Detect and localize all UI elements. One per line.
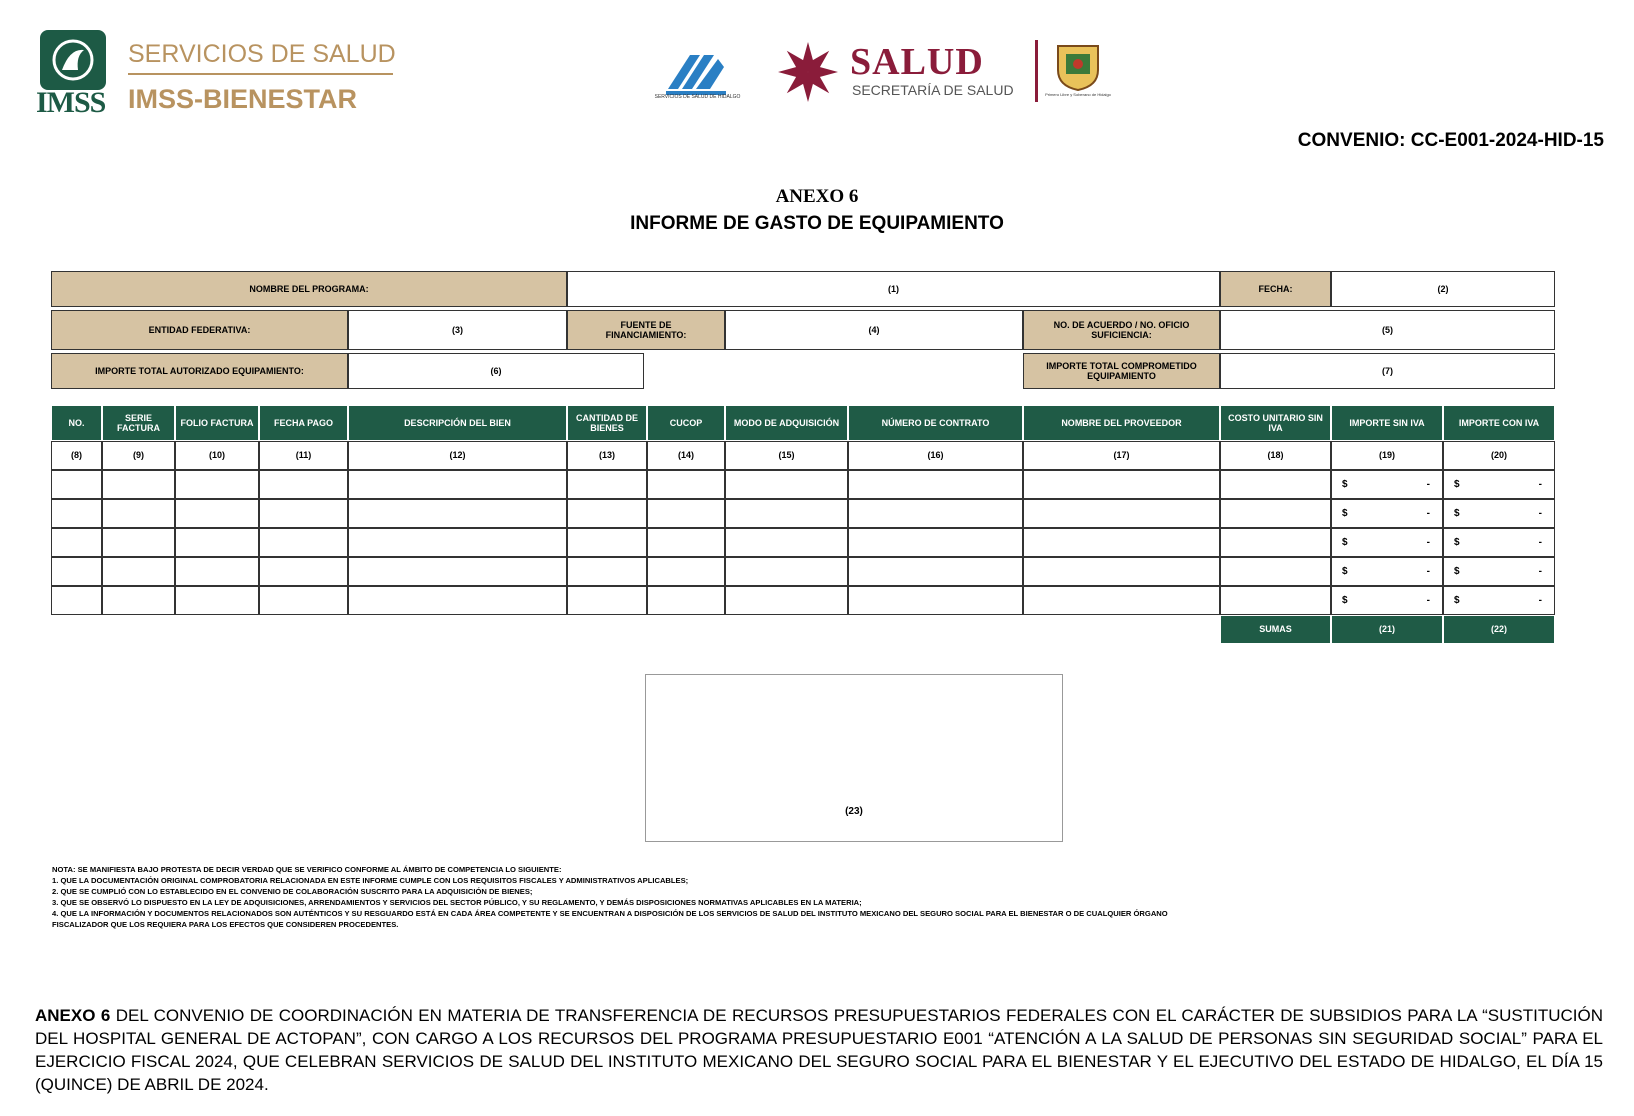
amount-value: - — [1426, 478, 1430, 490]
signature-label: (23) — [845, 806, 863, 817]
table-data-cell[interactable] — [259, 586, 348, 615]
ssh-caption: SERVICIOS DE SALUD DE HIDALGO — [654, 94, 741, 100]
table-header-cell: DESCRIPCIÓN DEL BIEN — [348, 405, 567, 441]
table-data-cell[interactable] — [1220, 499, 1331, 528]
table-code-cell: (10) — [175, 441, 259, 470]
currency-symbol: $ — [1342, 565, 1348, 577]
table-header-cell: SERIE FACTURA — [102, 405, 175, 441]
footer-bold-lead: ANEXO 6 — [35, 1006, 111, 1025]
table-data-cell[interactable] — [1023, 528, 1220, 557]
table-header-cell: NÚMERO DE CONTRATO — [848, 405, 1023, 441]
note-line: 4. QUE LA INFORMACIÓN Y DOCUMENTOS RELACIONADOS SON AUTÉNTICOS Y SU RESGUARDO ESTÁ EN CADA ÁREA COMPETENTE Y SE ENCUENTRAN A DISPOSICIÓN DE LOS SERVICIOS DE SALUD DEL INSTITUTO MEXICANO DEL SEGURO SOCIAL PARA EL BIENESTAR O DE CUALQUIER ÓRGANO — [52, 909, 1168, 918]
importe-sin-iva-cell[interactable] — [1331, 499, 1443, 528]
entidad-field[interactable]: (3) — [348, 310, 567, 350]
amount-value: - — [1426, 594, 1430, 606]
fuente-field[interactable]: (4) — [725, 310, 1023, 350]
table-header-cell: CUCOP — [647, 405, 725, 441]
table-code-cell: (16) — [848, 441, 1023, 470]
table-data-cell[interactable] — [647, 470, 725, 499]
nombre-programa-label: NOMBRE DEL PROGRAMA: — [51, 271, 567, 307]
table-header-cell: IMPORTE SIN IVA — [1331, 405, 1443, 441]
table-data-cell[interactable] — [259, 528, 348, 557]
table-data-cell[interactable] — [1220, 470, 1331, 499]
shield-caption: Primero Libre y Soberano de Hidalgo — [1045, 92, 1111, 97]
table-header-cell: FOLIO FACTURA — [175, 405, 259, 441]
table-data-cell[interactable] — [259, 557, 348, 586]
table-data-cell[interactable] — [647, 557, 725, 586]
table-data-cell[interactable] — [348, 470, 567, 499]
table-data-cell[interactable] — [51, 557, 102, 586]
salud-subtitle: SECRETARÍA DE SALUD — [852, 82, 1014, 98]
informe-title: INFORME DE GASTO DE EQUIPAMIENTO — [630, 213, 1004, 234]
table-data-cell[interactable] — [348, 557, 567, 586]
brand-line-2: IMSS-BIENESTAR — [128, 84, 358, 114]
table-header-cell: NOMBRE DEL PROVEEDOR — [1023, 405, 1220, 441]
notes-block — [52, 864, 1552, 930]
importe-con-iva-cell[interactable] — [1443, 499, 1555, 528]
note-line: FISCALIZADOR QUE LOS REQUIERA PARA LOS EFECTOS QUE CONSIDEREN PROCEDENTES. — [52, 920, 399, 929]
amount-value: - — [1426, 536, 1430, 548]
acuerdo-label: NO. DE ACUERDO / NO. OFICIO SUFICIENCIA: — [1023, 310, 1220, 350]
fuente-label: FUENTE DE FINANCIAMIENTO: — [567, 310, 725, 350]
imss-eagle-icon — [40, 30, 106, 90]
table-data-cell[interactable] — [1023, 470, 1220, 499]
amount-value: - — [1538, 565, 1542, 577]
table-header-cell: CANTIDAD DE BIENES — [567, 405, 647, 441]
table-header-cell: IMPORTE CON IVA — [1443, 405, 1555, 441]
importe-con-iva-cell[interactable] — [1443, 528, 1555, 557]
currency-symbol: $ — [1342, 478, 1348, 490]
importe-sin-iva-cell[interactable] — [1331, 557, 1443, 586]
fecha-label: FECHA: — [1220, 271, 1331, 307]
brand-line-1: SERVICIOS DE SALUD — [128, 40, 396, 68]
amount-value: - — [1538, 507, 1542, 519]
importe-comprometido-label: IMPORTE TOTAL COMPROMETIDO EQUIPAMIENTO — [1023, 353, 1220, 389]
table-data-cell[interactable] — [1220, 557, 1331, 586]
table-data-cell[interactable] — [51, 470, 102, 499]
table-data-cell[interactable] — [175, 557, 259, 586]
table-data-cell[interactable] — [1220, 586, 1331, 615]
table-data-cell[interactable] — [102, 499, 175, 528]
table-data-cell[interactable] — [51, 586, 102, 615]
table-data-cell[interactable] — [848, 528, 1023, 557]
table-data-cell[interactable] — [175, 499, 259, 528]
table-data-cell[interactable] — [725, 470, 848, 499]
fecha-field[interactable]: (2) — [1331, 271, 1555, 307]
table-data-cell[interactable] — [848, 470, 1023, 499]
header-divider — [1035, 40, 1038, 102]
table-data-cell[interactable] — [647, 499, 725, 528]
table-data-cell[interactable] — [647, 528, 725, 557]
table-data-cell[interactable] — [102, 586, 175, 615]
brand-divider — [128, 73, 393, 75]
importe-con-iva-cell[interactable] — [1443, 470, 1555, 499]
amount-value: - — [1538, 536, 1542, 548]
table-data-cell[interactable] — [348, 499, 567, 528]
table-code-cell: (19) — [1331, 441, 1443, 470]
table-code-cell: (8) — [51, 441, 102, 470]
note-line: NOTA: SE MANIFIESTA BAJO PROTESTA DE DECIR VERDAD QUE SE VERIFICO CONFORME AL ÁMBITO DE COMPETENCIA LO SIGUIENTE: — [52, 865, 562, 874]
table-header-cell: FECHA PAGO — [259, 405, 348, 441]
table-data-cell[interactable] — [348, 586, 567, 615]
table-code-cell: (18) — [1220, 441, 1331, 470]
table-code-cell: (15) — [725, 441, 848, 470]
table-data-cell[interactable] — [259, 499, 348, 528]
table-data-cell[interactable] — [647, 586, 725, 615]
currency-symbol: $ — [1454, 478, 1460, 490]
table-code-cell: (13) — [567, 441, 647, 470]
suma-con-iva: (22) — [1443, 615, 1555, 644]
currency-symbol: $ — [1454, 565, 1460, 577]
currency-symbol: $ — [1342, 536, 1348, 548]
table-header-cell: NO. — [51, 405, 102, 441]
currency-symbol: $ — [1342, 507, 1348, 519]
importe-autorizado-label: IMPORTE TOTAL AUTORIZADO EQUIPAMIENTO: — [51, 353, 348, 389]
importe-sin-iva-cell[interactable] — [1331, 528, 1443, 557]
table-code-cell: (9) — [102, 441, 175, 470]
table-data-cell[interactable] — [1023, 586, 1220, 615]
table-data-cell[interactable] — [848, 557, 1023, 586]
sumas-label: SUMAS — [1220, 615, 1331, 644]
table-data-cell[interactable] — [1220, 528, 1331, 557]
importe-autorizado-field[interactable]: (6) — [348, 353, 644, 389]
note-line: 2. QUE SE CUMPLIÓ CON LO ESTABLECIDO EN EL CONVENIO DE COLABORACIÓN SUSCRITO PARA LA ADQUISICIÓN DE BIENES; — [52, 887, 533, 896]
convenio-number: CONVENIO: CC-E001-2024-HID-15 — [1297, 130, 1604, 151]
table-data-cell[interactable] — [848, 499, 1023, 528]
table-code-cell: (14) — [647, 441, 725, 470]
table-data-cell[interactable] — [567, 528, 647, 557]
currency-symbol: $ — [1454, 536, 1460, 548]
entidad-label: ENTIDAD FEDERATIVA: — [51, 310, 348, 350]
amount-value: - — [1426, 565, 1430, 577]
importe-comprometido-field[interactable]: (7) — [1220, 353, 1555, 389]
importe-con-iva-cell[interactable] — [1443, 586, 1555, 615]
currency-symbol: $ — [1454, 594, 1460, 606]
table-data-cell[interactable] — [175, 470, 259, 499]
table-data-cell[interactable] — [1023, 499, 1220, 528]
table-data-cell[interactable] — [567, 586, 647, 615]
table-data-cell[interactable] — [567, 499, 647, 528]
nombre-programa-field[interactable]: (1) — [567, 271, 1220, 307]
currency-symbol: $ — [1342, 594, 1348, 606]
table-data-cell[interactable] — [175, 586, 259, 615]
amount-value: - — [1538, 594, 1542, 606]
table-data-cell[interactable] — [725, 557, 848, 586]
table-data-cell[interactable] — [848, 586, 1023, 615]
amount-value: - — [1426, 507, 1430, 519]
importe-sin-iva-cell[interactable] — [1331, 470, 1443, 499]
table-data-cell[interactable] — [102, 557, 175, 586]
table-data-cell[interactable] — [725, 586, 848, 615]
note-line: 3. QUE SE OBSERVÓ LO DISPUESTO EN LA LEY DE ADQUISICIONES, ARRENDAMIENTOS Y SERVICIOS DEL SECTOR PÚBLICO, Y SU REGLAMENTO, Y DEMÁS DISPOSICIONES NORMATIVAS APLICABLES EN LA MATERIA; — [52, 898, 862, 907]
salud-title: SALUD — [850, 41, 984, 83]
currency-symbol: $ — [1454, 507, 1460, 519]
amount-value: - — [1538, 478, 1542, 490]
table-data-cell[interactable] — [567, 470, 647, 499]
table-data-cell[interactable] — [102, 470, 175, 499]
footer-paragraph — [35, 1004, 1603, 1096]
salud-star-icon — [776, 40, 840, 104]
table-code-cell: (20) — [1443, 441, 1555, 470]
acuerdo-field[interactable]: (5) — [1220, 310, 1555, 350]
table-code-cell: (11) — [259, 441, 348, 470]
table-data-cell[interactable] — [725, 528, 848, 557]
table-header-cell: COSTO UNITARIO SIN IVA — [1220, 405, 1331, 441]
suma-sin-iva: (21) — [1331, 615, 1443, 644]
table-code-cell: (12) — [348, 441, 567, 470]
note-line: 1. QUE LA DOCUMENTACIÓN ORIGINAL COMPROBATORIA RELACIONADA EN ESTE INFORME CUMPLE CON LOS REQUISITOS FISCALES Y ADMINISTRATIVOS APLICABLES; — [52, 876, 689, 885]
table-data-cell[interactable] — [259, 470, 348, 499]
table-data-cell[interactable] — [725, 499, 848, 528]
table-data-cell[interactable] — [175, 528, 259, 557]
table-data-cell[interactable] — [1023, 557, 1220, 586]
table-data-cell[interactable] — [348, 528, 567, 557]
table-data-cell[interactable] — [102, 528, 175, 557]
footer-text: DEL CONVENIO DE COORDINACIÓN EN MATERIA DE TRANSFERENCIA DE RECURSOS PRESUPUESTARIOS FEDERALES CON EL CARÁCTER DE SUBSIDIOS PARA LA “SUSTITUCIÓN DEL HOSPITAL GENERAL DE ACTOPAN”, CON CARGO A LOS RECURSOS DEL PROGRAMA PRESUPUESTARIO E001 “ATENCIÓN A LA SALUD DE PERSONAS SIN SEGURIDAD SOCIAL” PARA EL EJERCICIO FISCAL 2024, QUE CELEBRAN SERVICIOS DE SALUD DEL INSTITUTO MEXICANO DEL SEGURO SOCIAL PARA EL BIENESTAR Y EL EJECUTIVO DEL ESTADO DE HIDALGO, EL DÍA 15 (QUINCE) DE ABRIL DE 2024. — [35, 1006, 1603, 1094]
importe-sin-iva-cell[interactable] — [1331, 586, 1443, 615]
ssh-logo-icon — [660, 45, 730, 100]
importe-con-iva-cell[interactable] — [1443, 557, 1555, 586]
table-data-cell[interactable] — [567, 557, 647, 586]
table-header-cell: MODO DE ADQUISICIÓN — [725, 405, 848, 441]
hidalgo-shield-icon — [1052, 40, 1104, 92]
imss-logo — [40, 30, 106, 90]
anexo-title: ANEXO 6 — [775, 186, 859, 207]
table-data-cell[interactable] — [51, 528, 102, 557]
table-code-cell: (17) — [1023, 441, 1220, 470]
imss-logo-text: IMSS — [36, 86, 106, 119]
table-data-cell[interactable] — [51, 499, 102, 528]
